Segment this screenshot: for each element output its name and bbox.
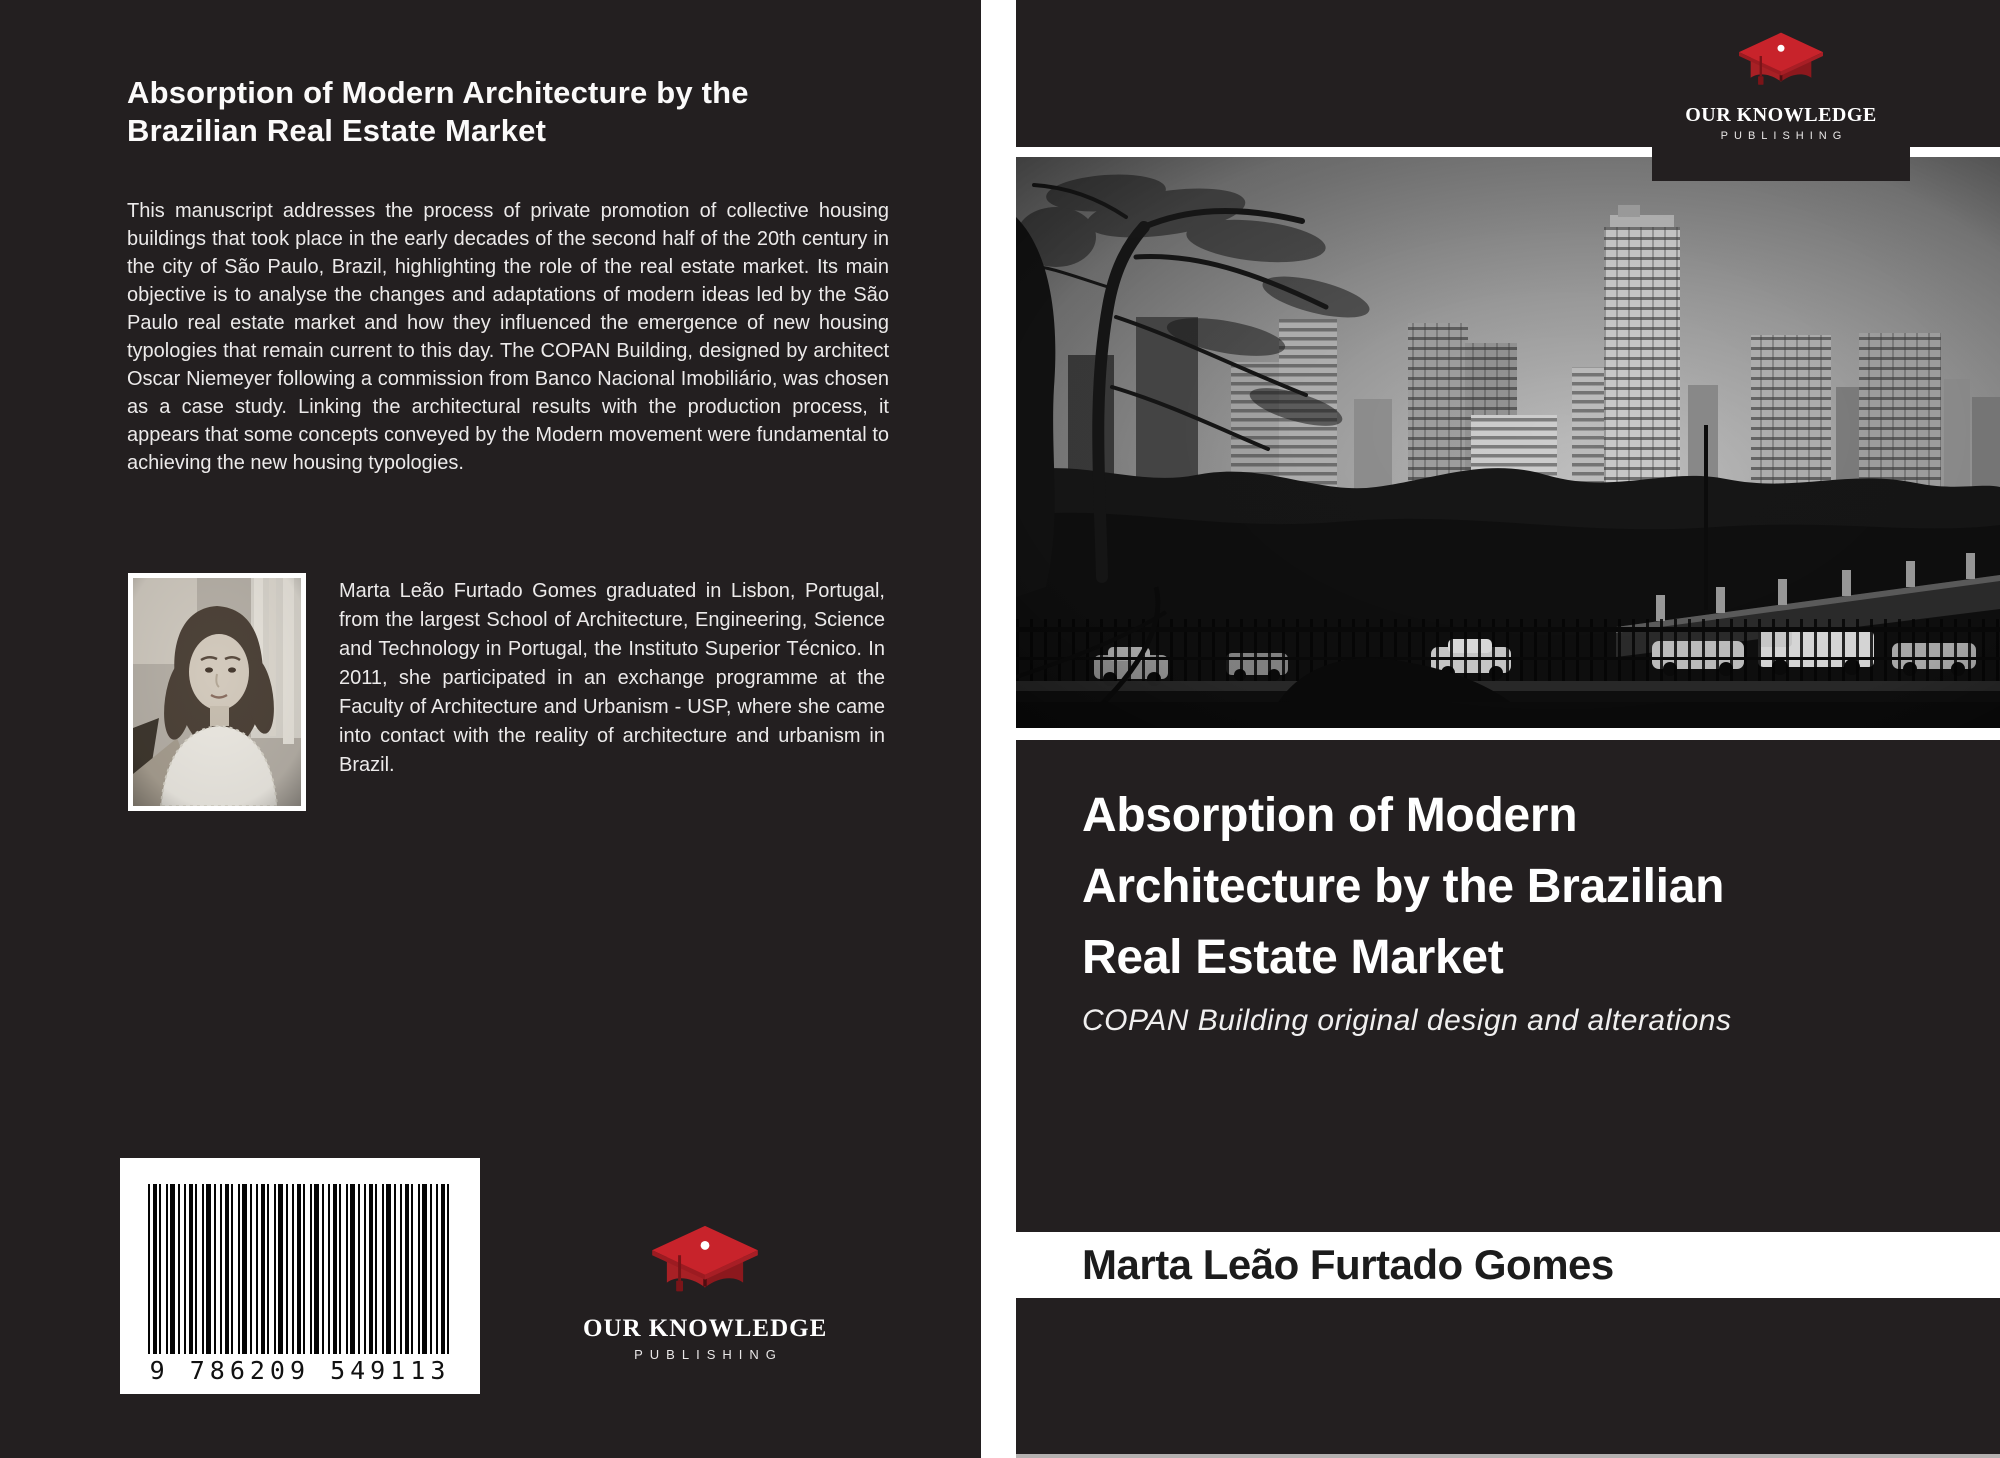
barcode-digits: 9 786209 549113 [149,1356,451,1385]
front-cover [1016,0,2000,1458]
back-cover-title-line-2: Brazilian Real Estate Market [127,113,547,148]
back-cover-title [127,74,907,150]
author-bio: Marta Leão Furtado Gomes graduated in Lisbon, Portugal, from the largest School of Architecture, Engineering, Science and Technology in Portugal, the Instituto Superior Técnico. In 2011, she participated in an exchange programme at the Faculty of Architecture and Urbanism - USP, where she came into contact with the reality of architecture and urbanism in Brazil. [339,580,885,776]
cover-photo [1016,157,2000,728]
author-photo [128,573,306,811]
graduation-cap-icon [644,1220,766,1308]
back-cover-synopsis: This manuscript addresses the process of private promotion of collective housing buildings that took place in the early decades of the second half of the 20th century in the city of São Paulo, Brazil, highlighting the role of the real estate market. Its main objective is to analyse the changes and adaptations of modern ideas led by the São Paulo real estate market and how they influenced the emergence of new housing typologies that remain current to this day. The COPAN Building, designed by architect Oscar Niemeyer following a commission from Banco Nacional Imobiliário, was chosen as a case study. Linking the architectural results with the production process, it appears that some concepts conveyed by the Modern movement were fundamental to achieving the new housing typologies. [127,200,889,474]
front-cover-subtitle: COPAN Building original design and alterations [1082,1004,1732,1037]
cityscape-image [1016,157,2000,728]
publisher-name: OUR KNOWLEDGE [1685,104,1877,126]
front-cover-title [1082,780,1962,993]
author-name: Marta Leão Furtado Gomes [1082,1241,1614,1288]
publisher-name: OUR KNOWLEDGE [583,1315,828,1342]
front-title-line-2: Architecture by the Brazilian [1082,860,1725,913]
barcode [120,1158,480,1394]
page-edge-line [1016,1454,2000,1458]
publisher-logo-back [583,1220,827,1362]
back-cover-title-line-1: Absorption of Modern Architecture by the [127,75,749,110]
publisher-tagline: PUBLISHING [634,1347,783,1362]
barcode-bars [148,1184,452,1354]
front-title-line-1: Absorption of Modern [1082,789,1578,842]
publisher-logo-front [1652,0,1910,181]
back-cover [0,0,981,1458]
front-divider-bottom [1016,728,2000,740]
graduation-cap-icon [1732,28,1830,98]
author-photo-image [133,578,301,806]
publisher-tagline: PUBLISHING [1720,130,1848,142]
front-title-line-3: Real Estate Market [1082,931,1504,984]
author-name-band [1016,1232,2000,1298]
